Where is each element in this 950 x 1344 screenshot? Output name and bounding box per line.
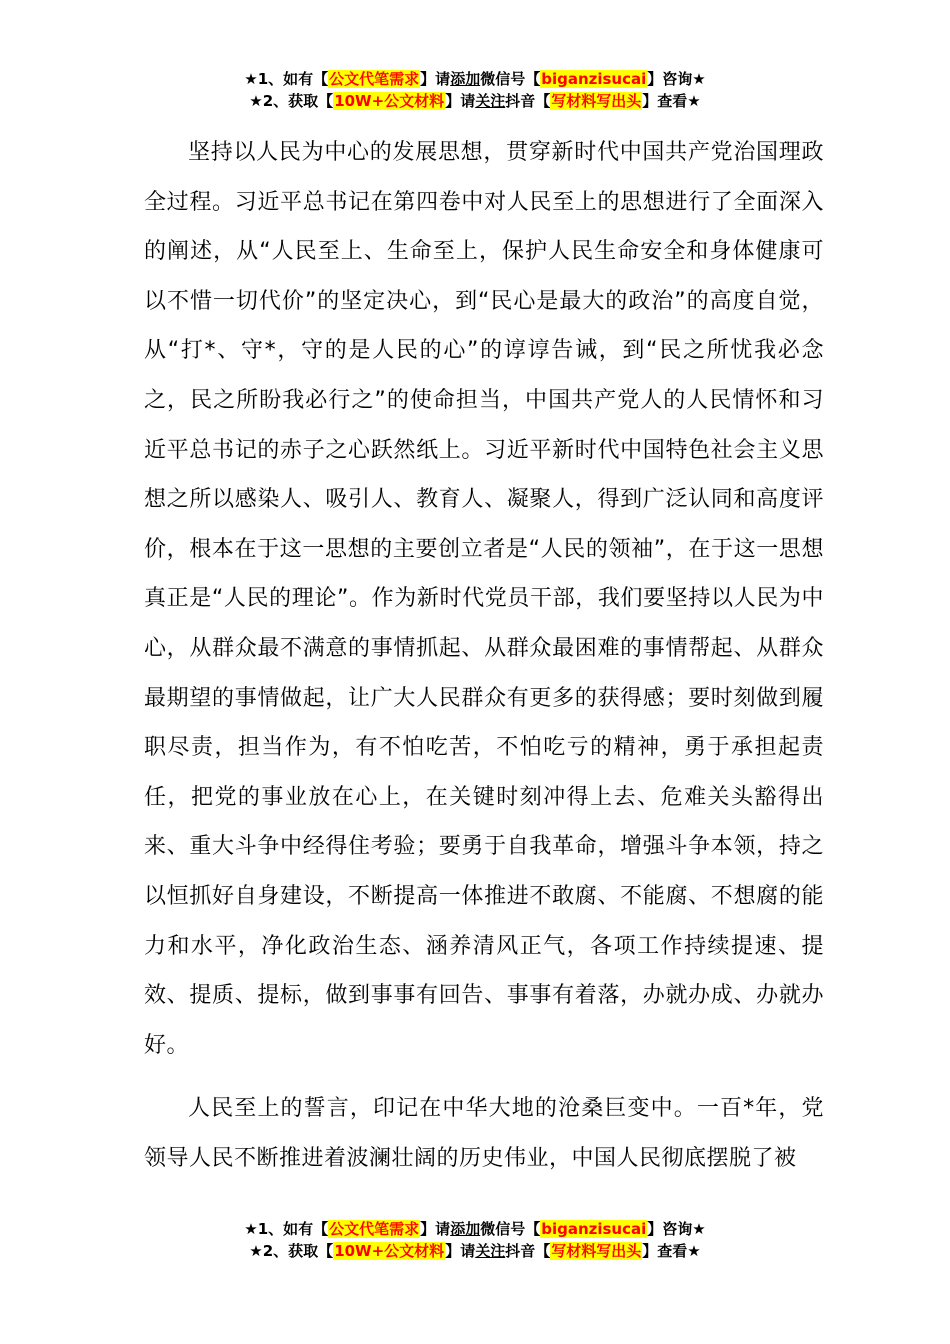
banner-line2-mid2: 抖音【 bbox=[505, 92, 551, 110]
banner-line2-suffix: 】查看★ bbox=[642, 92, 701, 110]
banner-line1-wechat-id: biganzisucai bbox=[541, 70, 647, 88]
footer-line2-prefix: ★2、获取【 bbox=[249, 1242, 334, 1260]
banner-line-2 bbox=[0, 90, 950, 112]
footer-banner bbox=[0, 1218, 950, 1262]
footer-line1-suffix: 】咨询★ bbox=[647, 1220, 706, 1238]
banner-line1-mid2: 微信号【 bbox=[480, 70, 541, 88]
footer-line1-mid2: 微信号【 bbox=[480, 1220, 541, 1238]
footer-line2-douyin-id: 写材料写出头 bbox=[551, 1242, 642, 1260]
footer-line1-emph-add: 添加 bbox=[450, 1220, 481, 1238]
footer-line2-mid2: 抖音【 bbox=[505, 1242, 551, 1260]
footer-line2-highlight-materials: 10W+公文材料 bbox=[334, 1242, 445, 1260]
footer-line1-mid1: 】请 bbox=[420, 1220, 451, 1238]
banner-line2-prefix: ★2、获取【 bbox=[249, 92, 334, 110]
banner-line-1 bbox=[0, 68, 950, 90]
banner-line1-suffix: 】咨询★ bbox=[647, 70, 706, 88]
banner-line1-highlight-request: 公文代笔需求 bbox=[329, 70, 420, 88]
footer-line1-highlight-request: 公文代笔需求 bbox=[329, 1220, 420, 1238]
document-body bbox=[144, 128, 824, 1183]
footer-line2-suffix: 】查看★ bbox=[642, 1242, 701, 1260]
banner-line1-emph-add: 添加 bbox=[450, 70, 481, 88]
footer-line2-emph-follow: 关注 bbox=[475, 1242, 506, 1260]
footer-banner-line-2 bbox=[0, 1240, 950, 1262]
banner-line2-highlight-materials: 10W+公文材料 bbox=[334, 92, 445, 110]
footer-line1-wechat-id: biganzisucai bbox=[541, 1220, 647, 1238]
banner-line2-douyin-id: 写材料写出头 bbox=[551, 92, 642, 110]
footer-line1-prefix: ★1、如有【 bbox=[244, 1220, 329, 1238]
footer-line2-mid1: 】请 bbox=[445, 1242, 476, 1260]
banner-line2-mid1: 】请 bbox=[445, 92, 476, 110]
footer-banner-line-1 bbox=[0, 1218, 950, 1240]
banner-line1-prefix: ★1、如有【 bbox=[244, 70, 329, 88]
paragraph-1: 坚持以人民为中心的发展思想，贯穿新时代中国共产党治国理政全过程。习近平总书记在第四卷中对人民至上的思想进行了全面深入的阐述，从“人民至上、生命至上，保护人民生命安全和身体健康可以不惜一切代价”的坚定决心，到“民心是最大的政治”的高度自觉，从“打*、守*，守的是人民的心”的谆谆告诫，到“民之所忧我必念之，民之所盼我必行之”的使命担当，中国共产党人的人民情怀和习近平总书记的赤子之心跃然纸上。习近平新时代中国特色社会主义思想之所以感染人、吸引人、教育人、凝聚人，得到广泛认同和高度评价，根本在于这一思想的主要创立者是“人民的领袖”，在于这一思想真正是“人民的理论”。作为新时代党员干部，我们要坚持以人民为中心，从群众最不满意的事情抓起、从群众最困难的事情帮起、从群众最期望的事情做起，让广大人民群众有更多的获得感；要时刻做到履职尽责，担当作为，有不怕吃苦，不怕吃亏的精神，勇于承担起责任，把党的事业放在心上，在关键时刻冲得上去、危难关头豁得出来、重大斗争中经得住考验；要勇于自我革命，增强斗争本领，持之以恒抓好自身建设，不断提高一体推进不敢腐、不能腐、不想腐的能力和水平，净化政治生态、涵养清风正气，各项工作持续提速、提效、提质、提标，做到事事有回告、事事有着落，办就办成、办就办好。 bbox=[144, 140, 824, 1058]
header-banner bbox=[0, 68, 950, 112]
paragraph-2: 人民至上的誓言，印记在中华大地的沧桑巨变中。一百*年，党领导人民不断推进着波澜壮阔的历史伟业，中国人民彻底摆脱了被 bbox=[144, 1096, 824, 1171]
banner-line2-emph-follow: 关注 bbox=[475, 92, 506, 110]
banner-line1-mid1: 】请 bbox=[420, 70, 451, 88]
